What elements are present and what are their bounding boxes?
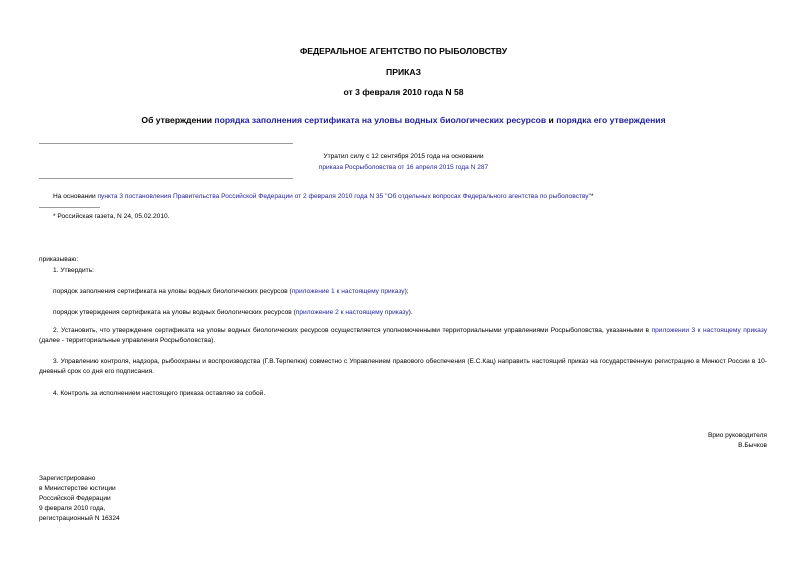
footnote: * Российская газета, N 24, 05.02.2010. <box>53 213 170 220</box>
status-link[interactable]: приказа Росрыболовства от 16 апреля 2015 года N 287 <box>318 164 489 171</box>
date-number-heading: от 3 февраля 2010 года N 58 <box>343 87 464 97</box>
registration-line-3: Российской Федерации <box>39 495 111 502</box>
signature-position: Врио руководителя <box>707 432 767 439</box>
order-point-4: 4. Контроль за исполнением настоящего приказа оставляю за собой. <box>53 390 266 397</box>
divider-bottom <box>39 178 293 179</box>
registration-line-5: регистрационный N 16324 <box>39 515 120 522</box>
item2-end: ). <box>408 309 413 316</box>
basis-paragraph <box>53 192 594 201</box>
item2-link[interactable]: приложение 2 к настоящему приказу <box>295 309 409 316</box>
signature-name: В.Бычков <box>738 442 767 449</box>
p2-end: (далее - территориальные управления Росрыболовства). <box>39 337 216 344</box>
basis-suffix: * <box>590 193 594 200</box>
title-link-fill-order[interactable]: порядка заполнения сертификата на уловы водных биологических ресурсов <box>214 115 547 125</box>
order-point-3: 3. Управлению контроля, надзора, рыбоохраны и воспроизводства (Г.В.Терпелюк) совместно с Управлением правового обеспечения (Е.С.Кац) направить настоящий приказ на государственную регистрацию в Минюст России в 10-дневный срок со дня его подписания. <box>39 358 767 375</box>
item1-text: порядок заполнения сертификата на уловы водных биологических ресурсов ( <box>53 288 292 295</box>
order-point-2 <box>39 326 767 346</box>
item2-text: порядок утверждения сертификата на уловы водных биологических ресурсов ( <box>53 309 296 316</box>
registration-line-1: Зарегистрировано <box>39 475 96 482</box>
title-prefix: Об утверждении <box>141 115 215 125</box>
status-line-1: Утратил силу с 12 сентября 2015 года на основании <box>323 153 484 160</box>
document-title <box>0 115 807 126</box>
p2-text: 2. Установить, что утверждение сертификата на уловы водных биологических ресурсов осуществляется уполномоченными территориальными управлениями Росрыболовства, указанными в <box>53 327 652 334</box>
doc-type-heading: ПРИКАЗ <box>386 67 421 77</box>
basis-link[interactable]: пункта 3 постановления Правительства Российской Федерации от 2 февраля 2010 года N 35 "Об отдельных вопросах Федерального агентства по рыболовству" <box>97 193 591 200</box>
title-middle: и <box>546 115 557 125</box>
registration-line-4: 9 февраля 2010 года, <box>39 505 106 512</box>
order-item-1 <box>53 287 409 296</box>
order-point-1: 1. Утвердить: <box>53 267 94 274</box>
registration-line-2: в Министерстве юстиции <box>39 485 116 492</box>
basis-prefix: На основании <box>53 193 98 200</box>
agency-heading: ФЕДЕРАЛЬНОЕ АГЕНТСТВО ПО РЫБОЛОВСТВУ <box>299 46 508 56</box>
p2-link[interactable]: приложении 3 к настоящему приказу <box>651 327 767 334</box>
item1-link[interactable]: приложение 1 к настоящему приказу <box>291 288 405 295</box>
footnote-divider <box>39 207 100 208</box>
order-intro: приказываю: <box>39 256 79 263</box>
divider-top <box>39 143 293 144</box>
order-item-2 <box>53 308 413 317</box>
item1-end: ); <box>404 288 409 295</box>
title-link-approval-order[interactable]: порядка его утверждения <box>556 115 666 125</box>
